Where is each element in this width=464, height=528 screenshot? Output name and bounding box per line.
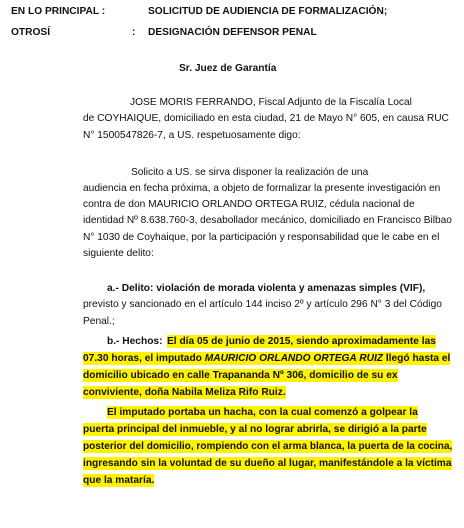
hechos-line-8: ingresando sin la voluntad de su dueño al lugar, manifestándole a la víctima [83,458,452,469]
request-line-5: N° 1030 de Coyhaique, por la participación y responsabilidad que le cabe en el [83,232,440,243]
hechos-line-2a: 07.30 horas, el imputado [83,353,205,364]
intro-line-2: de COYHAIQUE, domiciliado en esta ciudad, 21 de Mayo N° 605, en causa RUC [83,113,449,124]
hechos-line-6: puerta principal del inmueble, y al no lograr abrirla, se dirigió a la parte [83,424,427,435]
hechos-line-1: El día 05 de junio de 2015, siendo aproximadamente las [167,336,436,347]
hechos-label: b.- Hechos: [107,336,163,347]
hechos-line-9: que la mataría. [83,475,155,486]
intro-line-3: N° 1500547826-7, a US. respetuosamente digo: [83,130,301,141]
hechos-line-5: El imputado portaba un hacha, con la cual comenzó a golpear la [107,407,418,418]
request-line-3: contra de don MAURICIO ORLANDO ORTEGA RUIZ, cédula nacional de [83,199,415,210]
hechos-line-2 [83,352,450,365]
request-line-2: audiencia en fecha próxima, a objeto de formalizar la presente investigación en [83,183,441,194]
intro-line-1: JOSE MORIS FERRANDO, Fiscal Adjunto de la Fiscalía Local [130,97,412,108]
hechos-line-2c: llegó hasta el [383,353,451,364]
salutation: Sr. Juez de Garantía [179,63,277,74]
otrosi-value: DESIGNACIÓN DEFENSOR PENAL [148,27,317,38]
principal-value: SOLICITUD DE AUDIENCIA DE FORMALIZACIÓN; [148,6,388,17]
hechos-line-3: domicilio ubicado en calle Trapananda Nº 306, domicilio de su ex [83,370,398,381]
principal-label: EN LO PRINCIPAL : [11,6,106,17]
delito-line-1: a.- Delito: violación de morada violenta y amenazas simples (VIF), [107,283,426,294]
otrosi-label: OTROSÍ [11,27,51,38]
delito-line-2: previsto y sancionado en el artículo 144 inciso 2º y artículo 296 N° 3 del Código [83,299,442,310]
request-line-4: identidad Nº 8.638.760-3, desabollador mecánico, domiciliado en Francisco Bilbao [83,215,452,226]
hechos-line-4: conviviente, doña Nabila Meliza Rifo Ruiz. [83,387,286,398]
delito-line-3: Penal.; [83,316,115,327]
request-line-1: Solicito a US. se sirva disponer la realización de una [131,167,369,178]
request-line-6: siguiente delito: [83,248,154,259]
hechos-line-7: posterior del domicilio, rompiendo con el arma blanca, la puerta de la cocina, [83,441,453,452]
imputado-name: MAURICIO ORLANDO ORTEGA RUIZ [204,353,384,364]
otrosi-colon: : [132,27,136,38]
